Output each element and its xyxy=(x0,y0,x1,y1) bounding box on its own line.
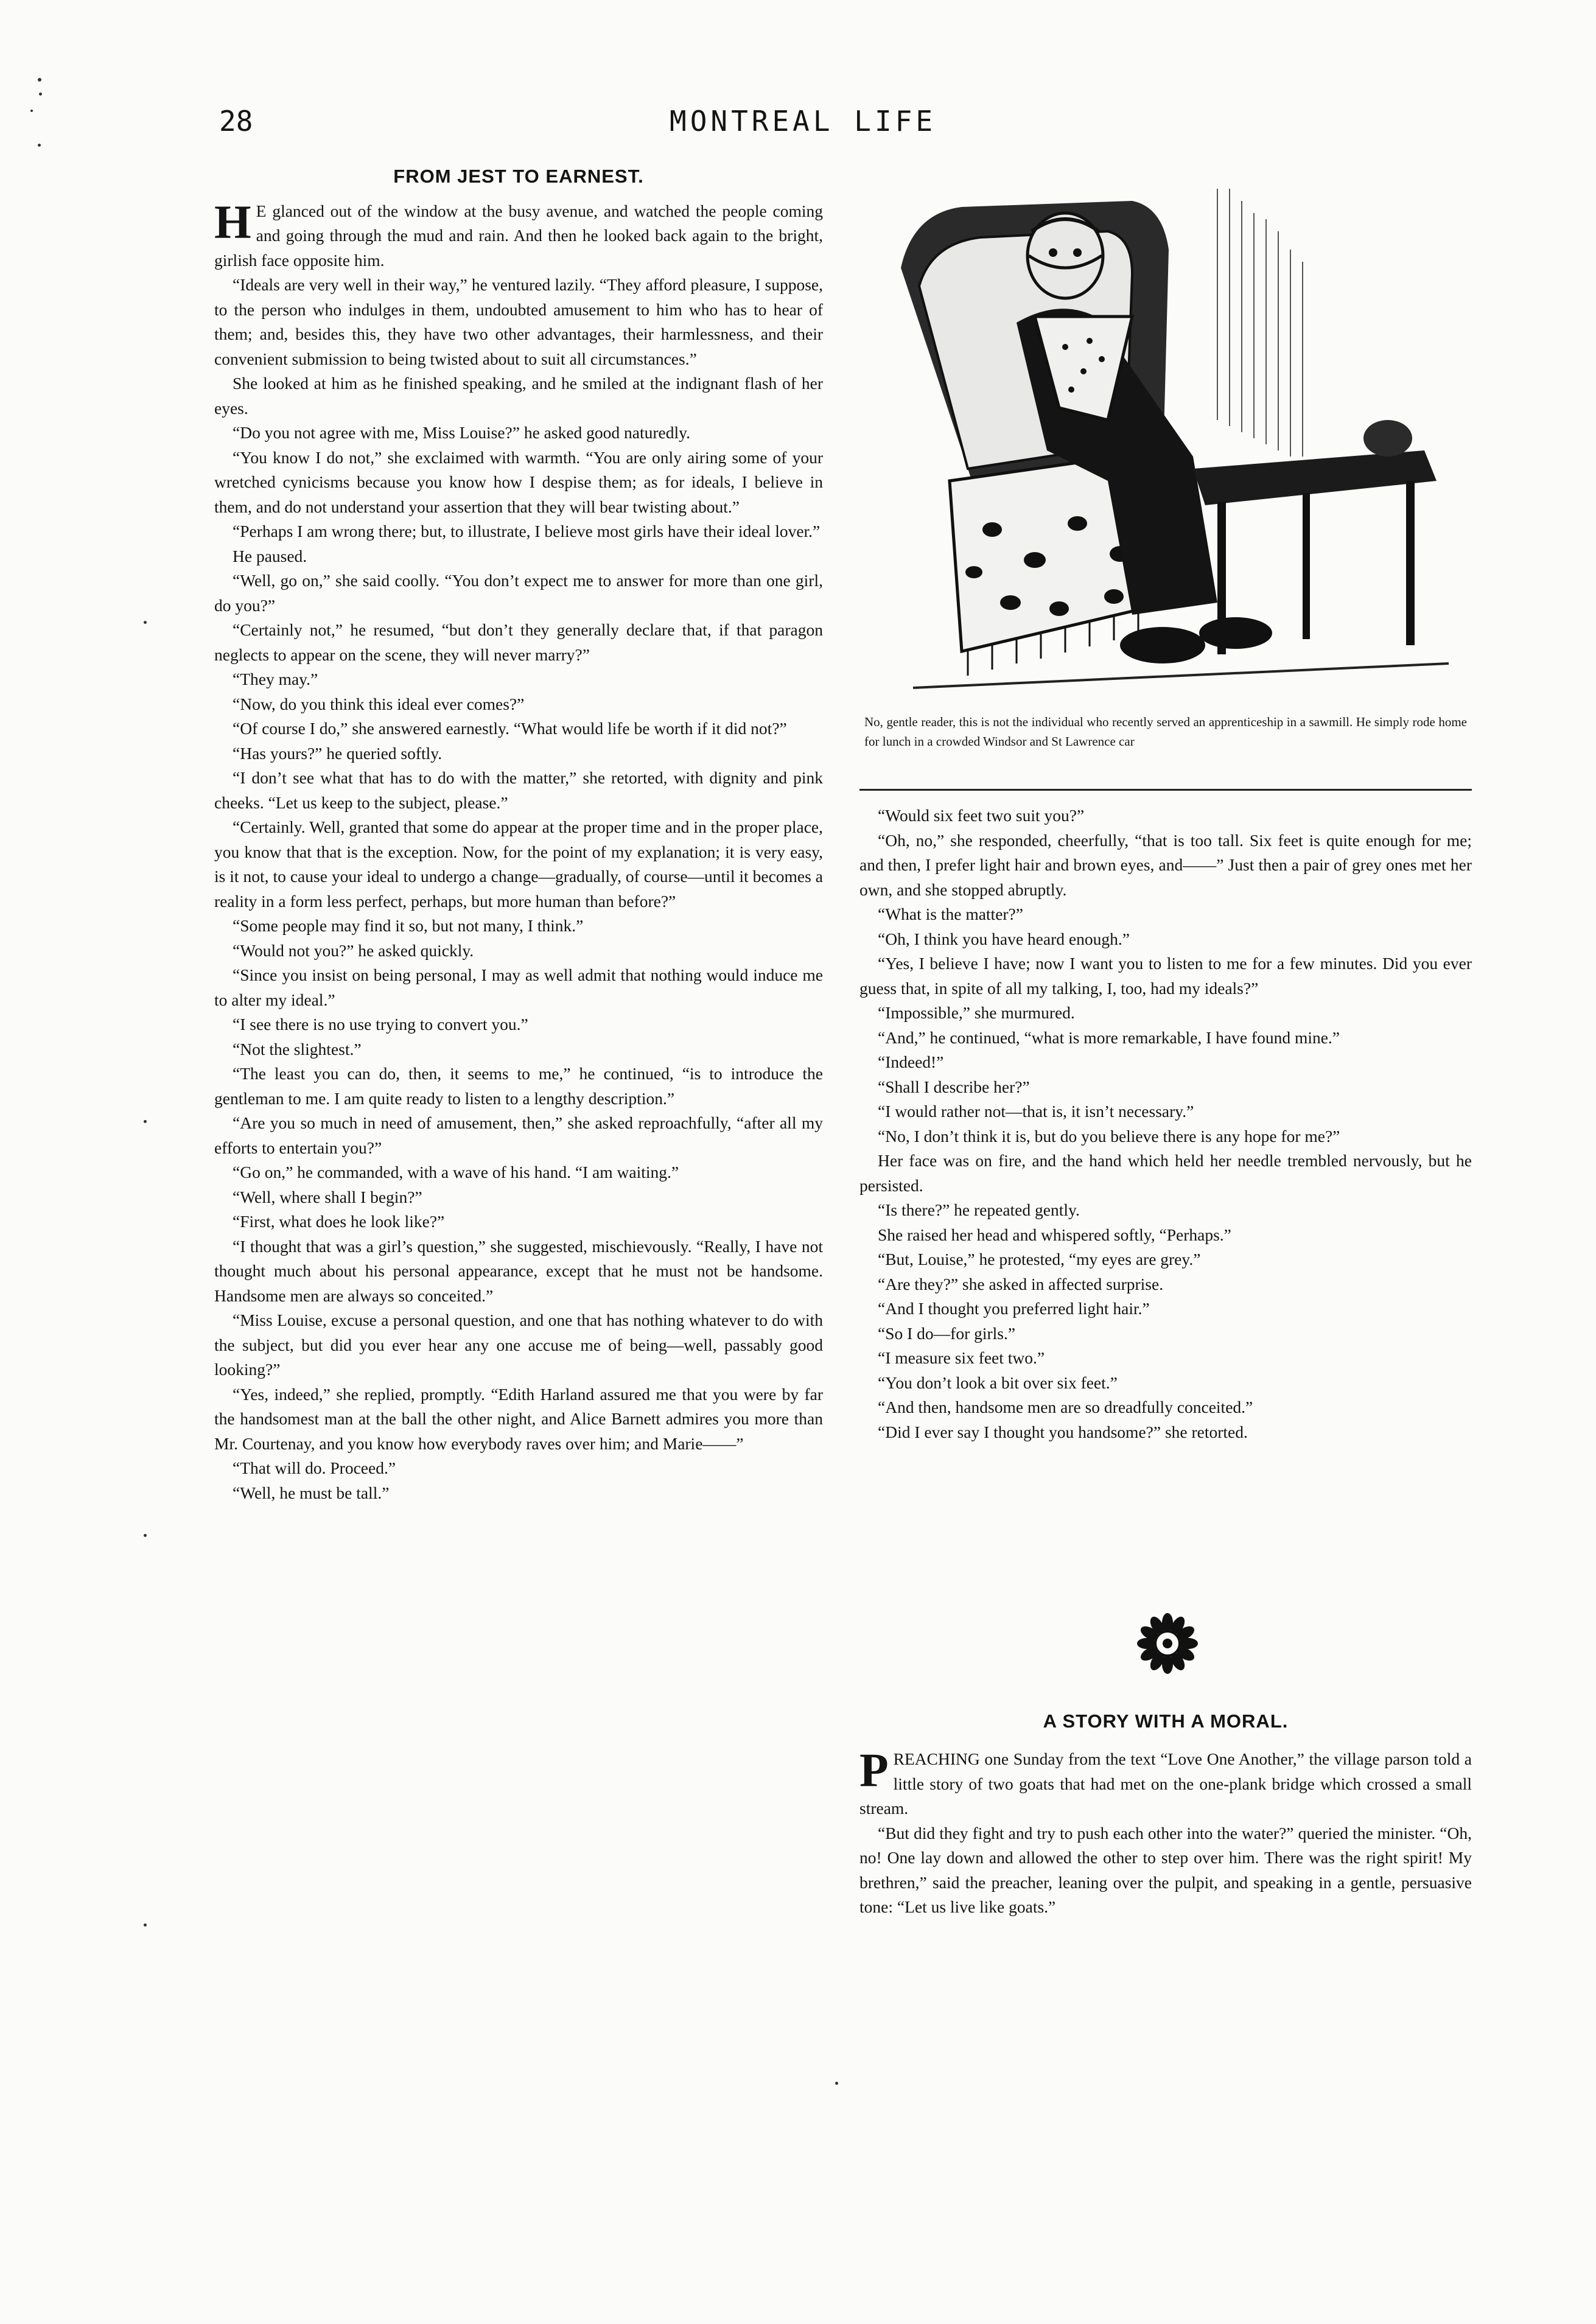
article-paragraph: “But, Louise,” he protested, “my eyes are grey.” xyxy=(878,1250,1201,1269)
article-paragraph: “Impossible,” she murmured. xyxy=(878,1003,1075,1022)
article-paragraph: “Yes, indeed,” she replied, promptly. “Edith Harland assured me that you were by far the handsomest man at the ball the other night, and Alice Barnett admires you more than Mr. Courtenay, and you know how everybody raves over him; and Marie——” xyxy=(214,1384,823,1453)
story-title-wrap xyxy=(859,1709,1472,1744)
page-header xyxy=(207,105,1418,147)
article-paragraph: “I thought that was a girl’s question,” she suggested, mischievously. “Really, I have not thought much about his personal appearance, except that he must not be handsome. Handsome men are always so conceited.” xyxy=(214,1236,823,1305)
illustration-caption: No, gentle reader, this is not the individual who recently served an apprenticeship in a sawmill. He simply rode home for lunch in a crowded Windsor and St Lawrence car xyxy=(864,715,1467,749)
drop-cap: H xyxy=(214,195,251,248)
article-paragraph: “Are you so much in need of amusement, then,” she asked reproachfully, “after all my efforts to entertain you?” xyxy=(214,1113,823,1157)
article-paragraph: “Some people may find it so, but not many, I think.” xyxy=(233,916,584,935)
article-paragraph: “Do you not agree with me, Miss Louise?” he asked good naturedly. xyxy=(233,423,690,442)
article-paragraph: She raised her head and whispered softly, “Perhaps.” xyxy=(878,1225,1231,1244)
article-paragraph: “I measure six feet two.” xyxy=(878,1348,1045,1367)
margin-speck xyxy=(30,110,33,112)
article-paragraph: “You know I do not,” she exclaimed with warmth. “You are only airing some of your wretched cynicisms because you know how I despise them; as for ideals, I believe in them, and do not understand your assertion that they will bear twisting about.” xyxy=(214,447,823,516)
margin-speck xyxy=(144,1534,147,1537)
article-paragraph: “Would not you?” he asked quickly. xyxy=(233,940,474,960)
article-paragraph: “Indeed!” xyxy=(878,1052,944,1071)
section-divider xyxy=(859,789,1472,791)
article-paragraph: “Shall I describe her?” xyxy=(878,1077,1030,1096)
article-paragraph: “Certainly. Well, granted that some do appear at the proper time and in the proper place, you know that that is the exception. Now, for the point of my explanation; it is very easy, is it not, to cause your ideal to undergo a change—gradually, of course—until it becomes a reality in a form less perfect, perhaps, but more human than before?” xyxy=(214,817,823,911)
article-paragraph: “And,” he continued, “what is more remarkable, I have found mine.” xyxy=(878,1027,1340,1047)
article-paragraph: She looked at him as he finished speaking, and he smiled at the indignant flash of her eyes. xyxy=(214,374,823,418)
article-paragraph: “Oh, I think you have heard enough.” xyxy=(878,929,1130,948)
article-paragraph: “Perhaps I am wrong there; but, to illustrate, I believe most girls have their ideal lover.” xyxy=(233,522,821,541)
article-paragraph: “And then, handsome men are so dreadfully conceited.” xyxy=(878,1398,1253,1416)
illustration-man-in-armchair xyxy=(877,164,1461,706)
margin-speck xyxy=(38,78,41,82)
article-title: FROM JEST TO EARNEST. xyxy=(393,166,644,187)
story-column xyxy=(859,1743,1472,1920)
article-paragraph: He paused. xyxy=(233,546,307,565)
article-paragraph: “First, what does he look like?” xyxy=(233,1212,445,1231)
article-paragraph: “Has yours?” he queried softly. xyxy=(233,743,443,763)
article-paragraph: “But did they fight and try to push each other into the water?” queried the minister. “Oh, no! One lay down and allowed the other to step over him. There was the right spirit! My brethren,” said the preacher, leaning over the pulpit, and speaking in a gentle, persuasive tone: “Let us live like goats.” xyxy=(859,1823,1472,1916)
article-column-right xyxy=(859,803,1472,1444)
article-paragraph: “Would six feet two suit you?” xyxy=(878,806,1085,825)
article-title: A STORY WITH A MORAL. xyxy=(1043,1710,1289,1732)
flower-ornament-icon xyxy=(1119,1613,1216,1674)
article-paragraph: “Are they?” she asked in affected surprise. xyxy=(878,1274,1164,1293)
article-paragraph: “That will do. Proceed.” xyxy=(233,1458,396,1477)
article-paragraph: “Of course I do,” she answered earnestly. “What would life be worth if it did not?” xyxy=(233,719,787,738)
article-paragraph: “I don’t see what that has to do with the matter,” she retorted, with dignity and pink cheeks. “Let us keep to the subject, please.” xyxy=(214,768,823,812)
article-paragraph: H E glanced out of the window at the busy avenue, and watched the people coming and going through the mud and rain. And then he looked back again to the bright, girlish face opposite him. xyxy=(214,195,823,270)
article-paragraph: “The least you can do, then, it seems to me,” he continued, “is to introduce the gentleman to me. I am quite ready to listen to a lengthy description.” xyxy=(214,1064,823,1108)
article-paragraph: “Well, go on,” she said coolly. “You don’t expect me to answer for more than one girl, do you?” xyxy=(214,571,823,615)
article-paragraph: “I would rather not—that is, it isn’t necessary.” xyxy=(878,1102,1194,1121)
margin-speck xyxy=(38,144,41,147)
article-paragraph: “Well, he must be tall.” xyxy=(233,1483,390,1502)
article-paragraph: PREACHING one Sunday from the text “Love One Another,” the village parson told a little story of two goats that had met on the one-plank bridge which crossed a small stream. xyxy=(859,1743,1472,1818)
article-paragraph: “Not the slightest.” xyxy=(233,1039,362,1059)
article-paragraph: “I see there is no use trying to convert you.” xyxy=(233,1015,528,1034)
drop-cap: P xyxy=(859,1743,889,1796)
margin-speck xyxy=(144,1120,147,1123)
article-paragraph: “You don’t look a bit over six feet.” xyxy=(878,1373,1118,1392)
article-paragraph: “Yes, I believe I have; now I want you to listen to me for a few minutes. Did you ever guess that, in spite of all my talking, I, too, had my ideals?” xyxy=(859,954,1472,998)
margin-speck xyxy=(39,93,42,96)
article-paragraph: “So I do—for girls.” xyxy=(878,1323,1016,1343)
article-column-left xyxy=(214,164,823,1505)
running-title: MONTREAL LIFE xyxy=(670,105,937,138)
article-paragraph: “They may.” xyxy=(233,670,318,688)
article-paragraph: “Certainly not,” he resumed, “but don’t they generally declare that, if that paragon neglects to appear on the scene, they will never marry?” xyxy=(214,620,823,664)
margin-speck xyxy=(144,621,147,624)
article-paragraph: “Miss Louise, excuse a personal question, and one that has nothing whatever to do with the subject, but did you ever hear any one accuse me of being—well, passably good looking?” xyxy=(214,1311,823,1379)
article-paragraph: “Ideals are very well in their way,” he ventured lazily. “They afford pleasure, I suppose, to the person who indulges in them, undoubted amusement to him who has to hear of them; and, besides this, they have two other advantages, their harmlessness, and their convenient submission to being twisted about to suit all circumstances.” xyxy=(214,275,823,368)
article-paragraph: “Now, do you think this ideal ever comes?” xyxy=(233,694,525,713)
article-paragraph: “What is the matter?” xyxy=(878,905,1023,923)
page-number: 28 xyxy=(219,105,253,138)
article-paragraph: “Did I ever say I thought you handsome?” she retorted. xyxy=(878,1422,1248,1441)
article-paragraph: “Is there?” he repeated gently. xyxy=(878,1200,1080,1219)
margin-speck xyxy=(144,1923,147,1927)
article-paragraph: “Oh, no,” she responded, cheerfully, “that is too tall. Six feet is quite enough for me; and then, I prefer light hair and brown eyes, and——” Just then a pair of grey ones met her own, and she stopped abruptly. xyxy=(859,830,1472,899)
margin-speck xyxy=(835,2082,838,2085)
article-paragraph: “Since you insist on being personal, I may as well admit that nothing would induce me to alter my ideal.” xyxy=(214,965,823,1009)
article-paragraph: “And I thought you preferred light hair.” xyxy=(878,1299,1150,1318)
article-paragraph: “Well, where shall I begin?” xyxy=(233,1187,422,1206)
article-paragraph: “Go on,” he commanded, with a wave of his hand. “I am waiting.” xyxy=(233,1163,679,1181)
article-paragraph: Her face was on fire, and the hand which held her needle trembled nervously, but he persisted. xyxy=(859,1151,1472,1195)
article-paragraph: “No, I don’t think it is, but do you believe there is any hope for me?” xyxy=(878,1126,1340,1146)
